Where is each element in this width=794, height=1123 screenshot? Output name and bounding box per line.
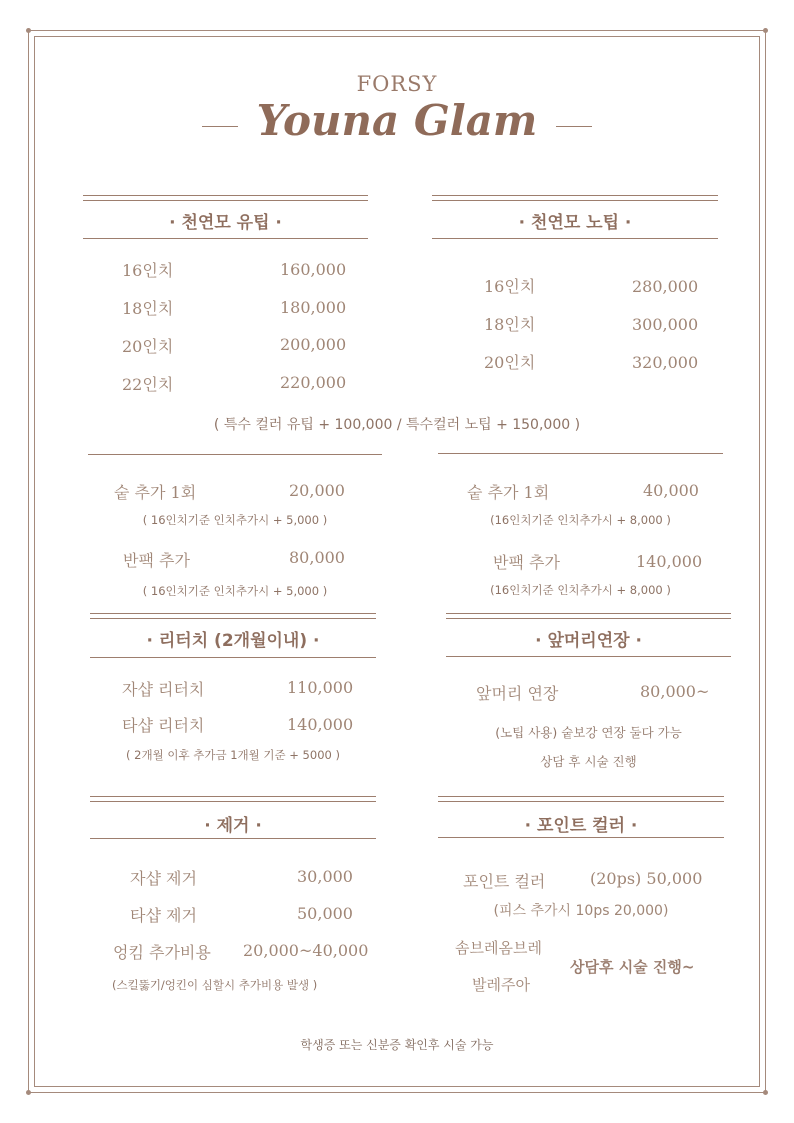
item-label: 포인트 컬러 <box>463 872 546 891</box>
divider <box>432 195 718 201</box>
item-label: 숱 추가 1회 <box>467 483 550 502</box>
item-label: 16인치 <box>122 261 174 280</box>
item-label: 엉킴 추가비용 <box>113 943 211 962</box>
divider <box>438 453 723 454</box>
corner-dot <box>26 1090 31 1095</box>
item-price: 110,000 <box>287 678 354 697</box>
brand-logo: Youna Glam <box>256 96 538 145</box>
corner-dot <box>763 1090 768 1095</box>
item-price: 상담후 시술 진행~ <box>570 958 695 976</box>
section-title: · 천연모 유팁 · <box>169 213 282 233</box>
divider <box>83 195 368 201</box>
item-note: 상담 후 시술 진행 <box>540 754 637 769</box>
divider <box>202 126 238 127</box>
item-price: 280,000 <box>632 277 699 296</box>
item-price: 180,000 <box>280 298 347 317</box>
brand-subtitle: FORSY <box>356 72 438 96</box>
item-note: ( 2개월 이후 추가금 1개월 기준 + 5000 ) <box>126 748 340 762</box>
item-label: 22인치 <box>122 375 174 394</box>
item-label: 자샵 제거 <box>130 869 197 888</box>
item-label: 반팩 추가 <box>123 551 190 570</box>
divider <box>438 796 724 802</box>
item-note: ( 16인치기준 인치추가시 + 5,000 ) <box>142 513 328 527</box>
item-label: 발레주아 <box>472 976 530 994</box>
divider <box>83 238 368 239</box>
divider <box>432 238 718 239</box>
item-price: 320,000 <box>632 353 699 372</box>
item-note: (피스 추가시 10ps 20,000) <box>493 903 669 919</box>
divider <box>556 126 592 127</box>
item-price: 40,000 <box>643 481 699 500</box>
item-note: (스킬뚫기/엉킨이 심할시 추가비용 발생 ) <box>112 978 318 992</box>
item-label: 20인치 <box>484 353 536 372</box>
item-label: 앞머리 연장 <box>476 684 559 703</box>
divider <box>90 613 376 619</box>
corner-dot <box>763 28 768 33</box>
item-label: 반팩 추가 <box>493 553 560 572</box>
item-price: 20,000~40,000 <box>243 941 369 960</box>
divider <box>446 613 731 619</box>
item-label: 타샵 리터치 <box>122 716 205 735</box>
item-note: (노팁 사용) 숱보강 연장 둘다 가능 <box>495 725 682 740</box>
item-price: 300,000 <box>632 315 699 334</box>
section-title: · 천연모 노팁 · <box>518 213 632 233</box>
divider <box>90 657 376 658</box>
divider <box>438 837 724 838</box>
item-note: (16인치기준 인치추가시 + 8,000 ) <box>490 513 671 527</box>
item-note: ( 16인치기준 인치추가시 + 5,000 ) <box>142 584 328 598</box>
divider <box>88 454 382 455</box>
item-label: 타샵 제거 <box>130 906 197 925</box>
section-title: · 제거 · <box>204 816 262 836</box>
section-title: · 앞머리연장 · <box>535 631 642 651</box>
item-price: 30,000 <box>297 867 353 886</box>
item-price: 140,000 <box>636 552 703 571</box>
item-label: 18인치 <box>484 315 536 334</box>
item-note: (16인치기준 인치추가시 + 8,000 ) <box>490 583 671 597</box>
item-label: 18인치 <box>122 299 174 318</box>
item-price: 140,000 <box>287 715 354 734</box>
item-label: 16인치 <box>484 277 536 296</box>
item-price: 160,000 <box>280 260 347 279</box>
special-color-note: ( 특수 컬러 유팁 + 100,000 / 특수컬러 노팁 + 150,000 ) <box>213 417 581 433</box>
section-title: · 포인트 컬러 · <box>524 816 638 836</box>
divider <box>446 656 731 657</box>
section-title: · 리터치 (2개월이내) · <box>146 631 320 651</box>
item-price: 80,000~ <box>640 682 710 701</box>
item-price: 220,000 <box>280 373 347 392</box>
item-price: (20ps) 50,000 <box>590 869 703 888</box>
divider <box>90 796 376 802</box>
item-label: 20인치 <box>122 337 174 356</box>
item-label: 자샵 리터치 <box>122 680 205 699</box>
item-price: 80,000 <box>289 548 345 567</box>
item-label: 숱 추가 1회 <box>114 483 197 502</box>
item-price: 50,000 <box>297 904 353 923</box>
item-price: 20,000 <box>289 481 345 500</box>
divider <box>90 838 376 839</box>
item-price: 200,000 <box>280 335 347 354</box>
item-label: 솜브레옴브레 <box>455 939 542 957</box>
footer-note: 학생증 또는 신분증 확인후 시술 가능 <box>300 1038 494 1052</box>
corner-dot <box>26 28 31 33</box>
